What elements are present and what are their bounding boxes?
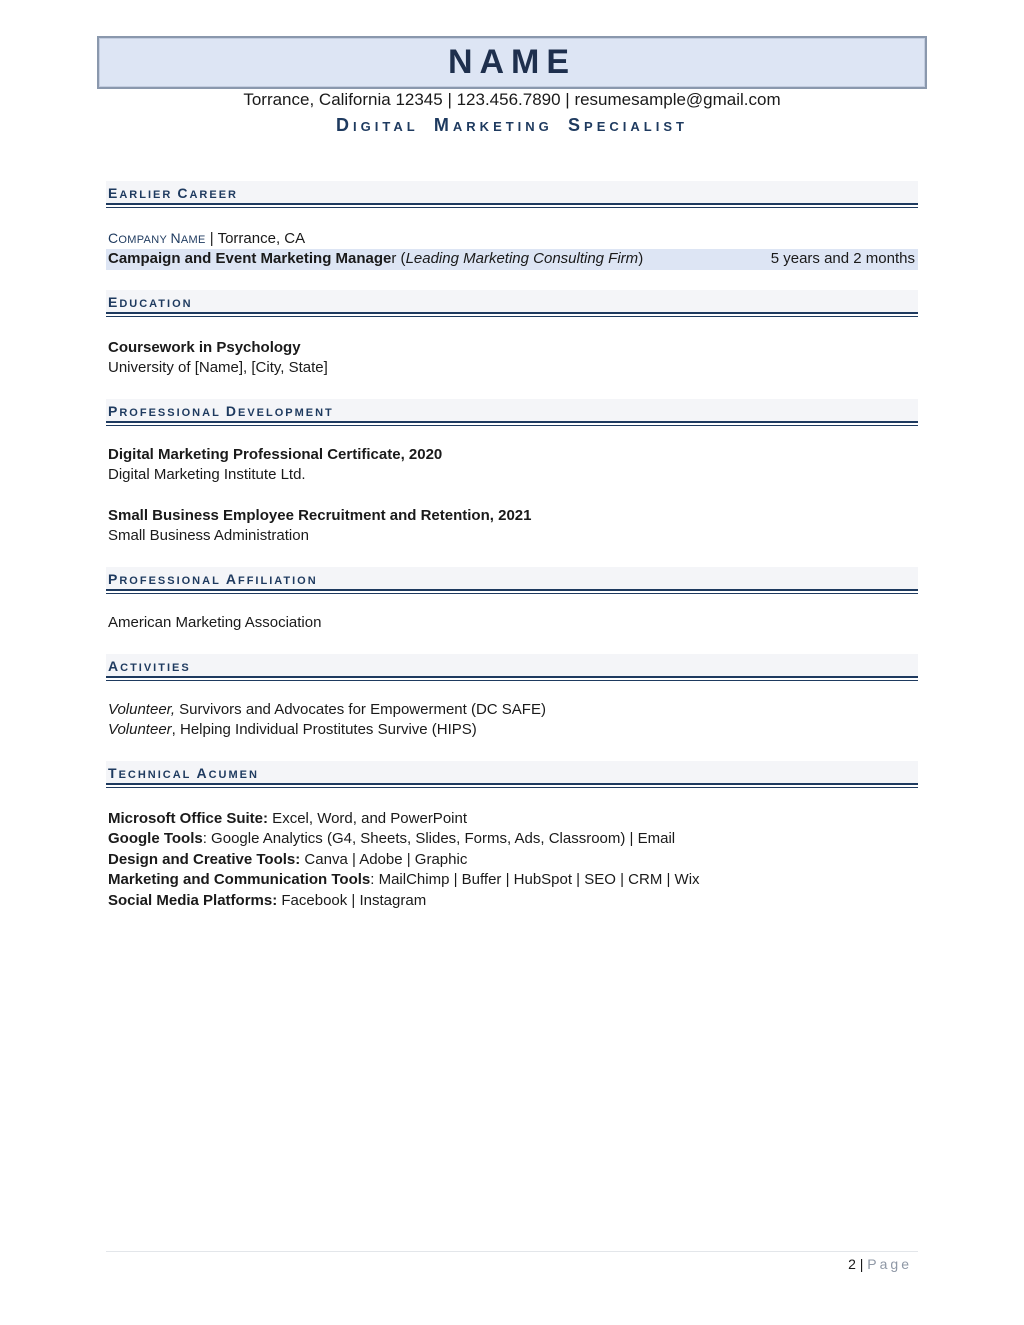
job-title: DIGITAL MARKETING SPECIALIST <box>336 115 688 135</box>
page-number: 2 <box>848 1256 856 1272</box>
section-professional-affiliation <box>106 567 918 589</box>
affiliation-item: American Marketing Association <box>108 614 322 631</box>
contact-line: Torrance, California 12345 | 123.456.7890 | resumesample@gmail.com <box>243 90 781 109</box>
section-title: ACTIVITIES <box>108 658 191 674</box>
section-title: EARLIER CAREER <box>108 185 238 201</box>
name-banner <box>97 36 927 89</box>
section-rule <box>106 783 918 788</box>
page-footer: 2 | Page <box>848 1256 912 1272</box>
skill-item: Google Tools: Google Analytics (G4, Sheets, Slides, Forms, Ads, Classroom) | Email <box>108 830 676 847</box>
company-location: | Torrance, CA <box>205 230 306 247</box>
role-row <box>106 249 918 270</box>
activity-item: Volunteer, Helping Individual Prostitutes Survive (HIPS) <box>108 721 477 738</box>
education-degree: Coursework in Psychology <box>108 339 301 356</box>
company-name: COMPANY NAME <box>108 230 206 246</box>
section-activities <box>106 654 918 676</box>
section-education <box>106 290 918 312</box>
skill-item: Marketing and Communication Tools: MailChimp | Buffer | HubSpot | SEO | CRM | Wix <box>108 871 700 888</box>
section-rule <box>106 421 918 426</box>
section-earlier-career <box>106 181 918 203</box>
activity-item: Volunteer, Survivors and Advocates for Empowerment (DC SAFE) <box>108 701 546 718</box>
section-rule <box>106 589 918 594</box>
section-title: TECHNICAL ACUMEN <box>108 765 259 781</box>
page-label: Page <box>867 1256 912 1272</box>
section-title: PROFESSIONAL AFFILIATION <box>108 571 318 587</box>
role-title: Campaign and Event Marketing Manager (Leading Marketing Consulting Firm) <box>108 250 644 267</box>
footer-rule <box>106 1251 918 1252</box>
section-rule <box>106 312 918 317</box>
education-school: University of [Name], [City, State] <box>108 359 328 376</box>
section-professional-development <box>106 399 918 421</box>
skill-item: Social Media Platforms: Facebook | Instagram <box>108 892 427 909</box>
candidate-name: NAME <box>447 43 577 81</box>
section-title: PROFESSIONAL DEVELOPMENT <box>108 403 334 419</box>
role-duration: 5 years and 2 months <box>770 250 915 267</box>
company-line <box>108 230 305 247</box>
section-rule <box>106 203 918 208</box>
certificate-org: Digital Marketing Institute Ltd. <box>108 466 306 483</box>
skill-item: Microsoft Office Suite: Excel, Word, and PowerPoint <box>108 810 467 827</box>
section-rule <box>106 676 918 681</box>
certificate-org: Small Business Administration <box>108 527 309 544</box>
certificate-title: Small Business Employee Recruitment and Retention, 2021 <box>108 507 532 524</box>
section-title: EDUCATION <box>108 294 193 310</box>
certificate-title: Digital Marketing Professional Certificate, 2020 <box>108 446 443 463</box>
skill-item: Design and Creative Tools: Canva | Adobe | Graphic <box>108 851 468 868</box>
section-technical-acumen <box>106 761 918 783</box>
